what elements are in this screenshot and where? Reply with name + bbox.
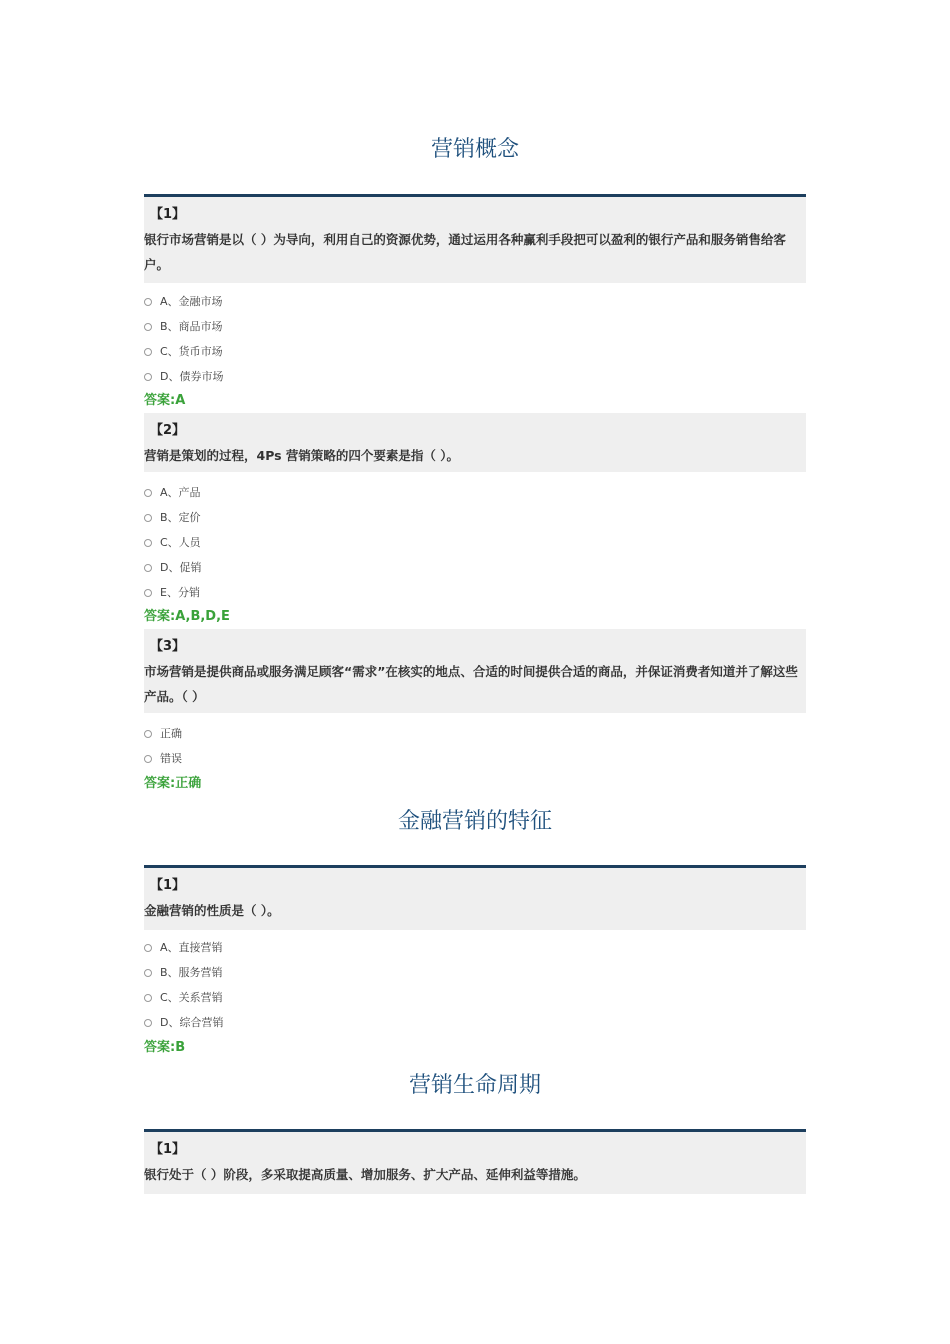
answer-text: 答案:正确 [144,776,202,791]
option-item[interactable] [144,364,223,389]
question-box [144,629,806,713]
radio-icon[interactable] [144,969,152,977]
option-label: 错误 [160,752,182,765]
option-item[interactable] [144,935,223,960]
option-label: D、债券市场 [160,370,224,383]
option-label: C、货币市场 [160,345,223,358]
answer-text: 答案:B [144,1040,186,1055]
question-text: 金融营销的性质是（ ）。 [144,903,280,918]
question-text: 市场营销是提供商品或服务满足顾客“需求”在核实的地点、合适的时间提供合适的商品，并保证消费者知道并了解这些产品。（ ） [144,664,798,704]
question-box [144,194,806,283]
section-title: 营销概念 [430,137,519,162]
radio-icon[interactable] [144,514,152,522]
answer-text: 答案:A [144,393,186,408]
option-label: A、直接营销 [160,941,223,954]
question-number: 【2】 [150,423,186,438]
radio-icon[interactable] [144,944,152,952]
option-item[interactable] [144,339,223,364]
option-label: D、综合营销 [160,1016,224,1029]
option-label: C、关系营销 [160,991,223,1004]
radio-icon[interactable] [144,489,152,497]
radio-icon[interactable] [144,323,152,331]
option-label: E、分销 [160,586,200,599]
option-item[interactable] [144,960,223,985]
option-label: B、服务营销 [160,966,223,979]
option-item[interactable] [144,580,200,605]
radio-icon[interactable] [144,298,152,306]
option-item[interactable] [144,555,201,580]
option-label: A、金融市场 [160,295,223,308]
question-number: 【1】 [150,878,186,893]
option-item[interactable] [144,1010,223,1035]
question-text: 银行市场营销是以（ ）为导向，利用自己的资源优势，通过运用各种赢利手段把可以盈利的银行产品和服务销售给客户。 [144,232,786,272]
question-number: 【1】 [150,207,186,222]
radio-icon[interactable] [144,994,152,1002]
radio-icon[interactable] [144,589,152,597]
radio-icon[interactable] [144,348,152,356]
section-title: 营销生命周期 [408,1073,541,1098]
option-item[interactable] [144,985,223,1010]
question-box [144,413,806,472]
option-item[interactable] [144,314,223,339]
radio-icon[interactable] [144,373,152,381]
option-item[interactable] [144,530,201,555]
option-item[interactable] [144,480,201,505]
option-item[interactable] [144,289,223,314]
option-item[interactable] [144,721,182,746]
radio-icon[interactable] [144,1019,152,1027]
question-box [144,865,806,930]
question-number: 【1】 [150,1142,186,1157]
option-item[interactable] [144,746,182,771]
option-label: B、商品市场 [160,320,223,333]
radio-icon[interactable] [144,539,152,547]
option-label: C、人员 [160,536,201,549]
answer-text: 答案:A,B,D,E [144,609,230,624]
option-item[interactable] [144,505,201,530]
question-text: 营销是策划的过程，4Ps 营销策略的四个要素是指（ ）。 [144,448,460,463]
option-label: 正确 [160,727,182,740]
question-text: 银行处于（ ）阶段，多采取提高质量、增加服务、扩大产品、延伸利益等措施。 [144,1167,586,1182]
option-label: D、促销 [160,561,202,574]
radio-icon[interactable] [144,730,152,738]
option-label: A、产品 [160,486,201,499]
question-box [144,1129,806,1194]
radio-icon[interactable] [144,564,152,572]
section-title: 金融营销的特征 [397,809,552,834]
option-label: B、定价 [160,511,201,524]
question-number: 【3】 [150,639,186,654]
radio-icon[interactable] [144,755,152,763]
